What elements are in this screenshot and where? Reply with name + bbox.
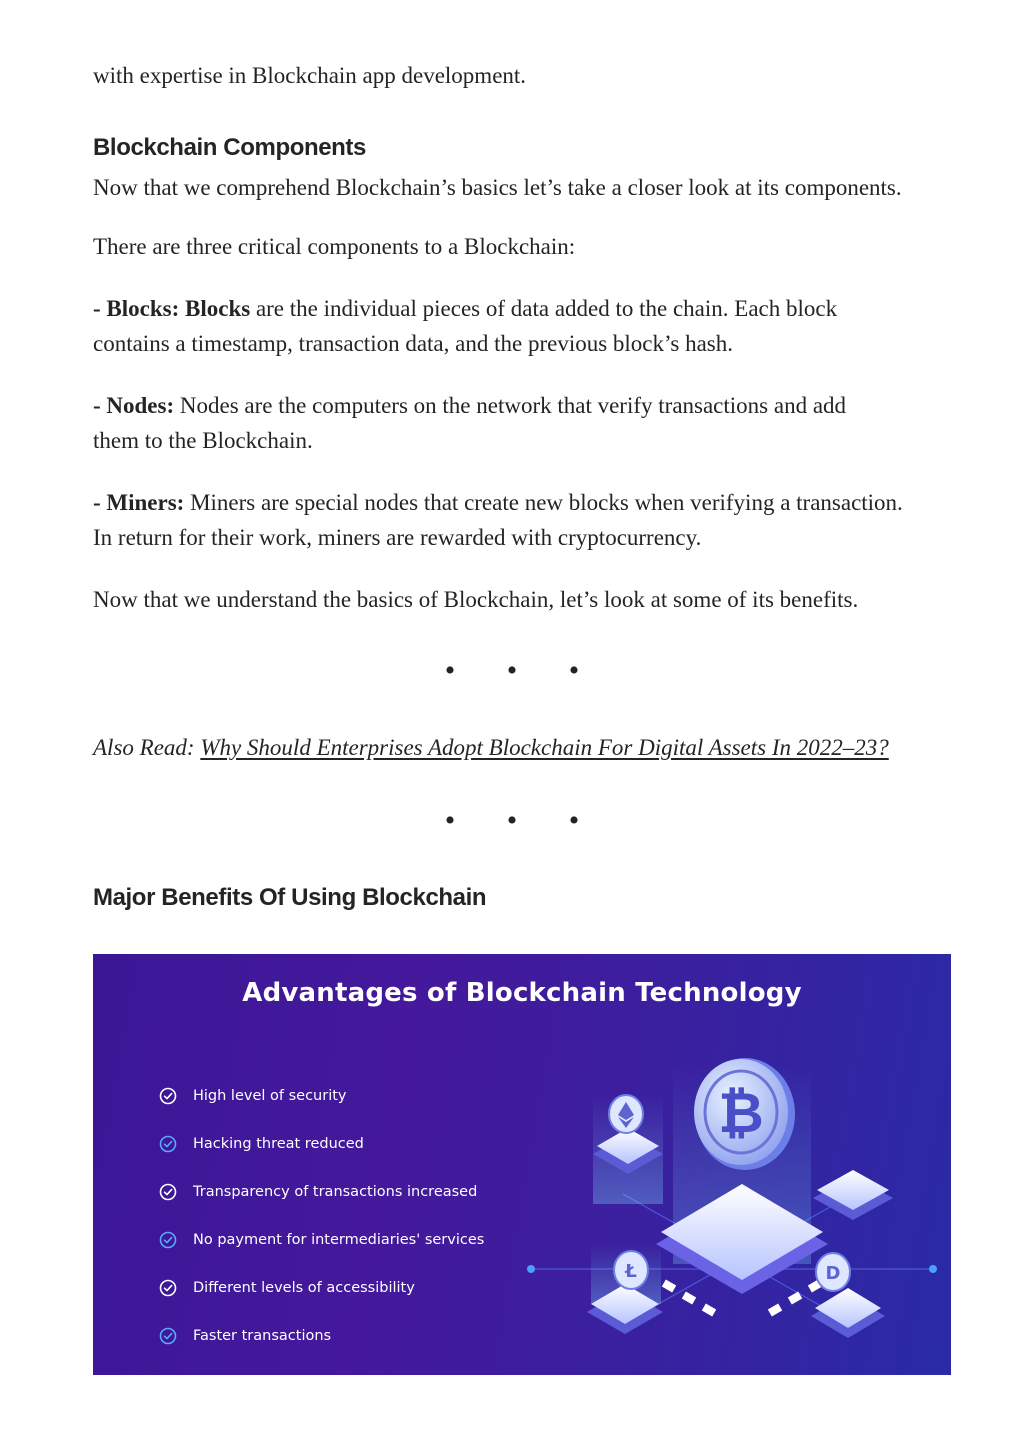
- advantage-item-label: No payment for intermediaries' services: [193, 1232, 485, 1248]
- advantage-item-label: Automatic reconciliation of accounts: [193, 1376, 458, 1392]
- network-node: [527, 1265, 535, 1273]
- advantage-item: [159, 1072, 484, 1120]
- dash-coin-icon: [816, 1253, 850, 1291]
- advantages-infographic: [93, 954, 951, 1392]
- section-heading-components: Blockchain Components: [93, 134, 366, 161]
- section-separator-2: • • •: [444, 804, 602, 837]
- intro-tail-text: with expertise in Blockchain app development.: [93, 63, 527, 88]
- check-badge-icon: [159, 1327, 177, 1345]
- blockchain-network-illustration: [513, 1044, 951, 1375]
- advantage-item-label: Hacking threat reduced: [193, 1136, 364, 1152]
- advantage-item-label: Different levels of accessibility: [193, 1280, 415, 1296]
- bitcoin-symbol: ₿: [718, 1081, 764, 1146]
- advantage-item: [159, 1120, 484, 1168]
- infographic-title: Advantages of Blockchain Technology: [242, 978, 802, 1008]
- check-badge-icon: [159, 1375, 177, 1393]
- check-badge-icon: [159, 1183, 177, 1201]
- also-read-prefix: Also Read:: [93, 735, 201, 760]
- svg-text:Ł: Ł: [625, 1261, 637, 1282]
- advantage-item-label: High level of security: [193, 1088, 347, 1104]
- component-nodes-desc-2: them to the Blockchain.: [93, 428, 313, 453]
- check-badge-icon: [159, 1231, 177, 1249]
- advantage-item: [159, 1312, 484, 1360]
- components-count-text: There are three critical components to a Blockchain:: [93, 234, 576, 259]
- small-chip-right-top: [813, 1170, 893, 1220]
- component-nodes-desc-1: Nodes are the computers on the network that verify transactions and add: [174, 393, 847, 418]
- benefits-lead-in-text: Now that we understand the basics of Blockchain, let’s look at some of its benefits.: [93, 587, 859, 612]
- advantage-item: [159, 1168, 484, 1216]
- small-chip-right-bottom: [811, 1288, 885, 1338]
- component-miners-desc-1: Miners are special nodes that create new blocks when verifying a transaction.: [184, 490, 903, 515]
- component-blocks-lead: - Blocks: Blocks: [93, 296, 251, 321]
- ethereum-coin-icon: [609, 1095, 643, 1133]
- component-miners-lead: - Miners:: [93, 490, 185, 515]
- also-read-link[interactable]: Why Should Enterprises Adopt Blockchain For Digital Assets In 2022–23?: [200, 735, 889, 760]
- check-badge-icon: [159, 1279, 177, 1297]
- advantage-item-label: Transparency of transactions increased: [193, 1184, 478, 1200]
- network-node: [929, 1265, 937, 1273]
- components-intro-text: Now that we comprehend Blockchain’s basics let’s take a closer look at its components.: [93, 175, 902, 200]
- advantages-list: [159, 1072, 484, 1408]
- component-miners-desc-2: In return for their work, miners are rewarded with cryptocurrency.: [93, 525, 702, 550]
- litecoin-coin-icon: [614, 1251, 648, 1289]
- advantage-item: [159, 1264, 484, 1312]
- check-badge-icon: [159, 1135, 177, 1153]
- component-miners: [93, 485, 953, 555]
- component-blocks-desc-1: are the individual pieces of data added to the chain. Each block: [250, 296, 838, 321]
- svg-text:D: D: [825, 1263, 841, 1284]
- advantage-item: [159, 1216, 484, 1264]
- component-blocks: [93, 291, 953, 361]
- advantage-item: [159, 1360, 484, 1408]
- check-badge-icon: [159, 1087, 177, 1105]
- component-nodes: [93, 388, 953, 458]
- component-nodes-lead: - Nodes:: [93, 393, 175, 418]
- section-heading-benefits: Major Benefits Of Using Blockchain: [93, 884, 487, 911]
- component-blocks-desc-2: contains a timestamp, transaction data, and the previous block’s hash.: [93, 331, 734, 356]
- also-read: [93, 730, 953, 765]
- section-separator: • • •: [444, 654, 602, 687]
- advantage-item-label: Faster transactions: [193, 1328, 332, 1344]
